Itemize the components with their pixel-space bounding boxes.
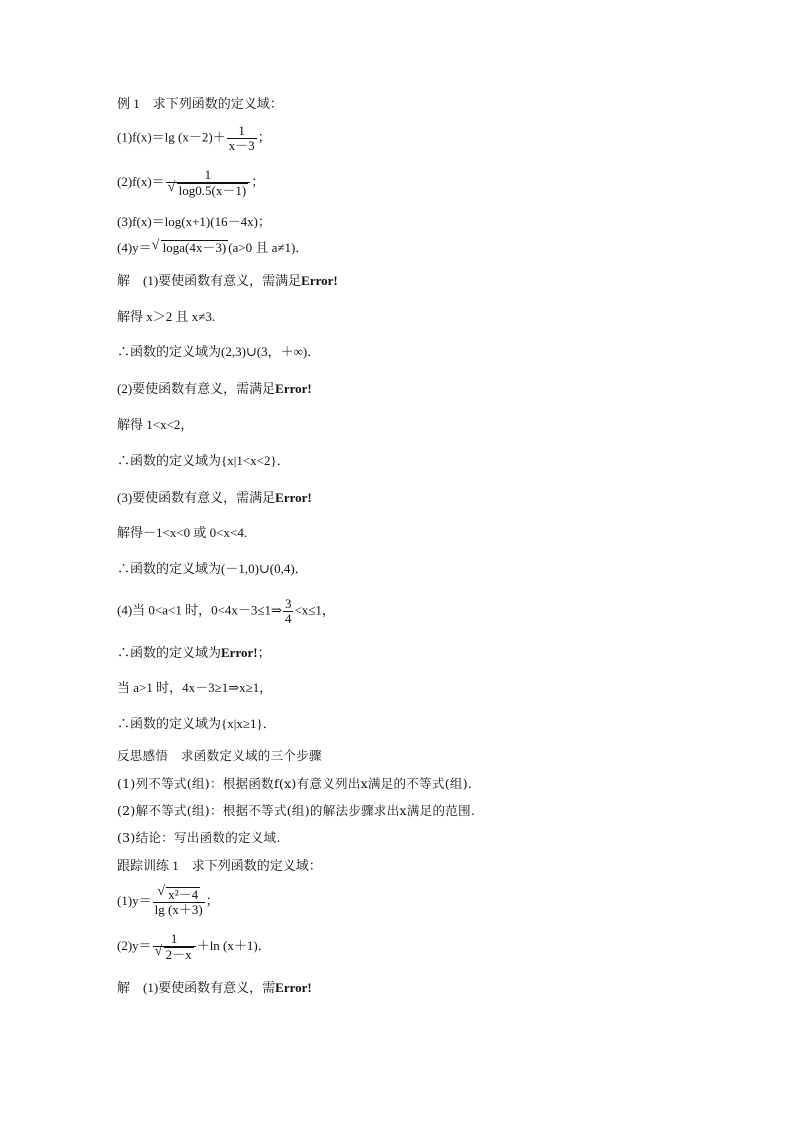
item-1-fraction [227,124,257,153]
solution-step-1: 解 (1)要使函数有意义，需满足Error! [117,273,338,288]
example-item-1 [117,124,271,153]
reflection-step-1: (1)列不等式(组)：根据函数f(x)有意义列出x满足的不等式(组). [117,776,473,791]
item-2-fraction [166,168,251,198]
error-placeholder: Error! [301,273,338,288]
solution-step-5: 解得 1<x<2， [117,417,194,432]
practice-2-fraction: 1 √ 2－x [153,932,196,962]
item-1-prefix: (1)f(x)＝lg (x－2)＋ [117,129,226,145]
reflection-step-2: (2)解不等式(组)：根据不等式(组)的解法步骤求出x满足的范围. [117,803,476,818]
solution-step-8: 解得－1<x<0 或 0<x<4. [117,525,248,540]
reflection-title: 反思感悟 求函数定义域的三个步骤 [117,748,322,763]
example-title: 例 1 求下列函数的定义域： [117,96,283,111]
practice-solution-1: 解 (1)要使函数有意义，需Error! [117,980,312,995]
item-4-prefix: (4)y＝ [117,240,152,255]
solution-step-3: ∴函数的定义域为(2,3)∪(3，＋∞)． [117,344,321,359]
error-placeholder: Error! [275,381,312,396]
solution-step-4: (2)要使函数有意义，需满足Error! [117,381,312,396]
item-2-suffix: ； [251,173,265,189]
solution-step-10: (4)当 0<a<1 时，0<4x－3≤1⇒ $\frac{3}{4}$ <x≤1， [117,596,335,626]
solution-step-12: 当 a>1 时，4x－3≥1⇒x≥1， [117,680,273,695]
solution-step-9: ∴函数的定义域为(－1,0)∪(0,4)． [117,561,308,576]
item-1-suffix: ； [257,129,271,145]
reflection-step-3: (3)结论：写出函数的定义域. [117,830,281,845]
step-10-fraction: $\frac{3}{4}$ [284,596,292,626]
item-4-sqrt: √ loga(4x－3) [151,238,227,255]
item-1-numerator: 1 [238,123,245,138]
practice-1-fraction: √ x²－4 lg (x＋3) [154,884,203,917]
item-2-prefix: (2)f(x)＝ [117,173,165,189]
practice-item-1: (1)y＝ √ x²－4 lg (x＋3) ； [117,884,219,917]
example-item-3: (3)f(x)＝log(x+1)(16－4x)； [117,214,271,229]
example-item-4 [117,240,308,256]
item-2-radicand: log0.5(x－1) [178,183,247,198]
solution-step-13: ∴函数的定义域为{x|x≥1}． [117,716,276,731]
error-placeholder: Error! [275,490,312,505]
item-2-sqrt: √ log0.5(x－1) [167,180,247,198]
item-2-numerator: 1 [204,167,212,182]
error-placeholder: Error! [221,645,258,660]
solution-step-7: (3)要使函数有意义，需满足Error! [117,490,312,505]
item-1-denominator: x－3 [228,138,255,153]
practice-2-sqrt: √ 2－x [154,944,192,962]
practice-title: 跟踪训练 1 求下列函数的定义域： [117,858,322,873]
practice-1-sqrt: √ x²－4 [157,884,199,902]
item-4-radicand: loga(4x－3) [162,240,227,255]
solution-step-6: ∴函数的定义域为{x|1<x<2}． [117,453,290,468]
solution-step-2: 解得 x＞2 且 x≠3. [117,309,216,324]
error-placeholder: Error! [275,980,312,995]
example-item-2 [117,168,264,198]
item-4-suffix: (a>0 且 a≠1)． [228,240,309,255]
practice-item-2: (2)y＝ 1 √ 2－x ＋ln (x＋1)． [117,931,271,962]
solution-step-11: ∴函数的定义域为Error!； [117,645,271,660]
